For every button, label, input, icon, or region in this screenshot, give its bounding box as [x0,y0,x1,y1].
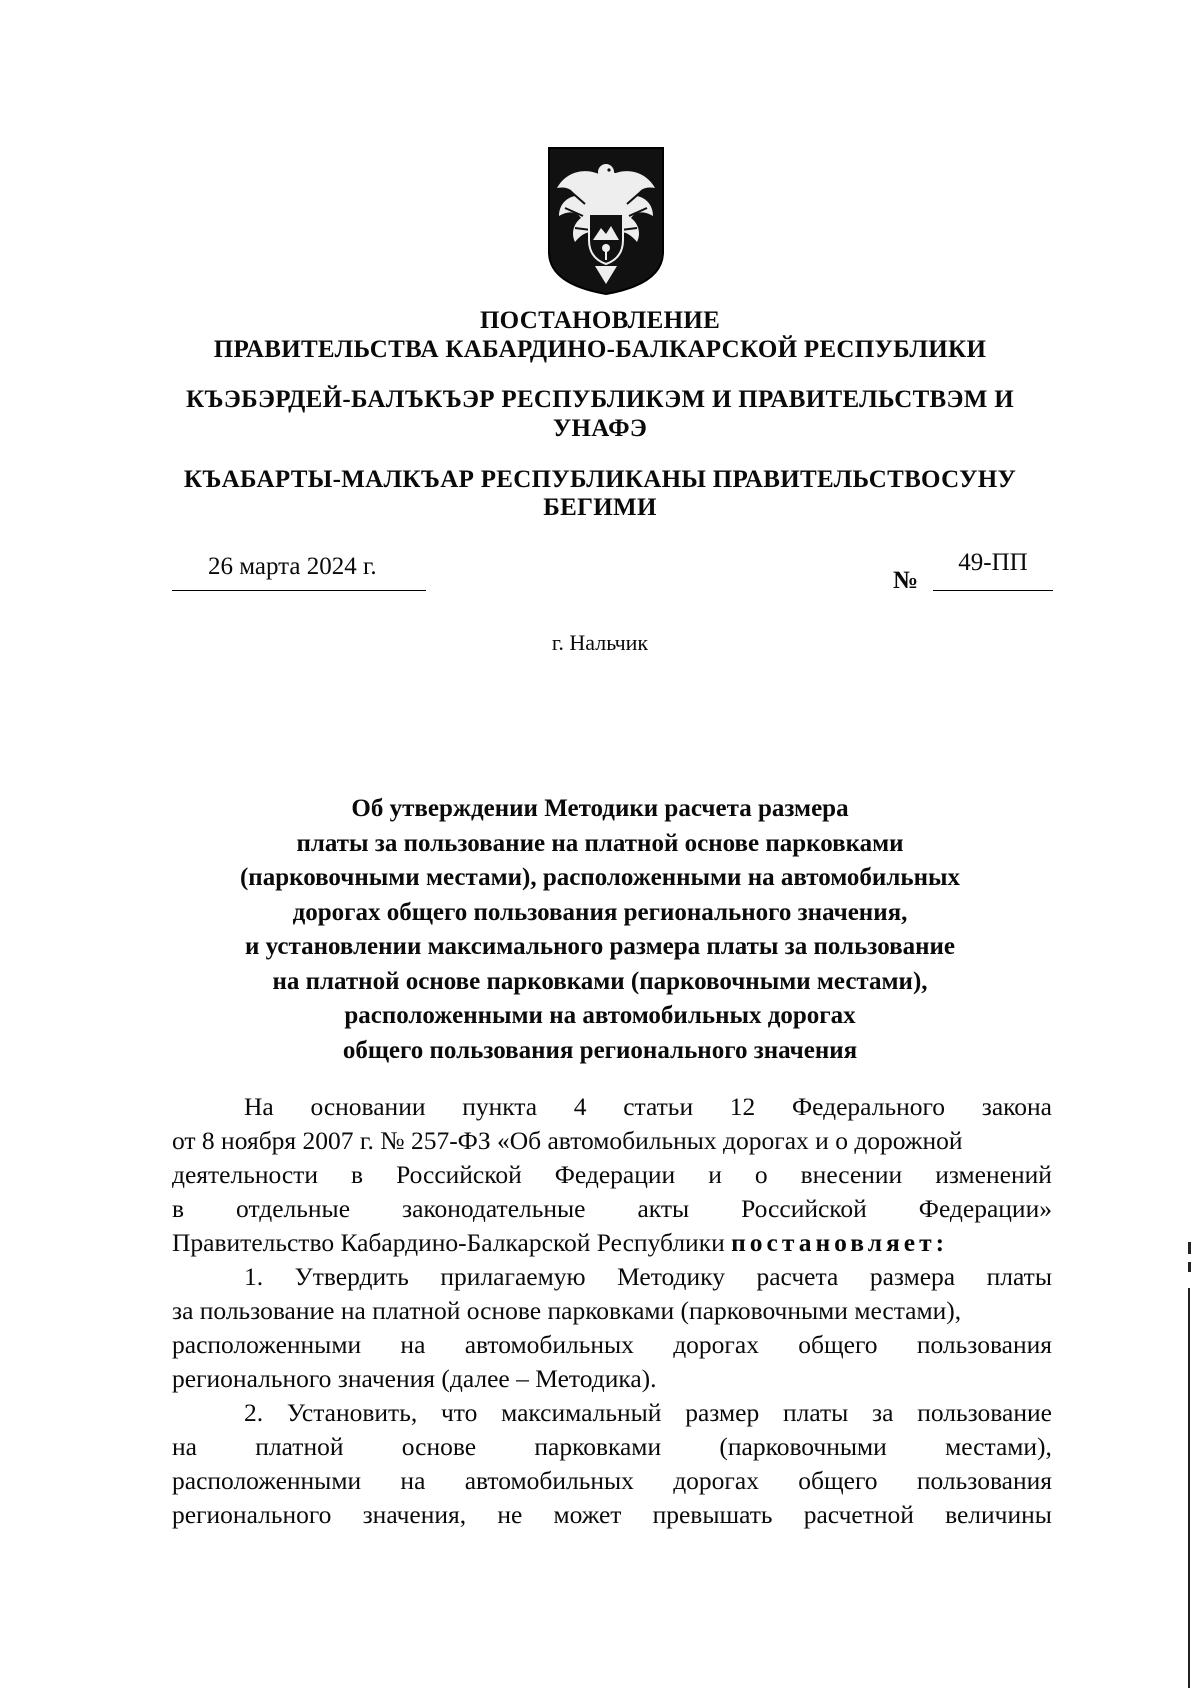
document-body [172,1090,1052,1532]
body-line [172,1328,1052,1362]
body-word: автомобильных [464,1330,634,1359]
document-date: 26 марта 2024 г. [208,553,377,580]
body-word: расположенными [172,1466,362,1495]
body-word: превышать [652,1500,773,1529]
body-word: Российской [741,1194,867,1223]
body-word: пользование [917,1398,1052,1427]
body-word: автомобильных [464,1466,634,1495]
body-line [172,1260,1052,1294]
scan-margin-line [1188,1288,1190,1688]
body-word: пункта [462,1092,538,1121]
body-word: дорогах [673,1466,759,1495]
body-word: в [351,1160,364,1189]
body-word: закона [981,1092,1052,1121]
body-word: 2. [244,1398,264,1427]
body-line [172,1396,1052,1430]
body-word: что [440,1398,478,1427]
document-title [150,792,1050,1068]
body-word: изменений [935,1160,1052,1189]
body-word: На [244,1092,274,1121]
body-word: за [872,1398,894,1427]
scan-margin-mark [1188,1262,1191,1272]
body-word: может [553,1500,622,1529]
body-word: на [400,1466,426,1495]
body-word: о [754,1160,768,1189]
body-word: Российской [396,1160,522,1189]
body-word: Федерации» [918,1194,1052,1223]
header-title: ПОСТАНОВЛЕНИЕ [479,307,721,334]
body-word: 12 [729,1092,756,1121]
body-word: расчетной [803,1500,914,1529]
body-word: на [400,1330,426,1359]
body-line [172,1430,1052,1464]
body-word: значения, [362,1500,467,1529]
body-word: акты [637,1194,690,1223]
body-word: платной [255,1432,344,1461]
document-number-field [933,548,1053,591]
body-word: отдельные [236,1194,351,1223]
body-word: местами), [945,1432,1052,1461]
header-government-kab-2: УНАФЭ [552,415,648,442]
title-line: (парковочными местами), расположенными на автомобильных [239,864,960,891]
body-line: регионального значения (далее – Методика). [172,1364,657,1393]
body-word: платы [782,1398,849,1427]
body-word: расчета [756,1262,839,1291]
title-line: общего пользования регионального значения [342,1036,858,1064]
body-line [172,1192,1052,1226]
body-line [172,1158,1052,1192]
body-word: основе [401,1432,477,1461]
body-word: платы [986,1262,1052,1291]
title-line: на платной основе парковками (парковочными местами), [272,967,928,995]
header-government-balk-2: БЕГИМИ [543,494,657,521]
body-word: на [172,1432,197,1461]
body-word: размер [685,1398,760,1427]
body-word: прилагаемую [440,1262,586,1291]
body-word: максимальный [501,1398,662,1427]
body-word: величины [945,1500,1052,1529]
body-word: регионального [172,1500,332,1529]
body-word: общего [798,1330,878,1359]
body-line [172,1498,1052,1532]
body-word: общего [798,1466,878,1495]
body-word: (парковочными [719,1432,887,1461]
body-word: не [497,1500,523,1529]
body-word: пользования [916,1466,1052,1495]
header-government-ru: ПРАВИТЕЛЬСТВА КАБАРДИНО-БАЛКАРСКОЙ РЕСПУБЛИКИ [213,336,987,363]
body-word: законодательные [402,1194,586,1223]
body-line [172,1090,1052,1124]
title-line: Об утверждении Методики расчета размера [351,795,849,822]
body-word: в [172,1194,185,1223]
body-line: за пользование на платной основе парковками (парковочными местами), [172,1296,962,1325]
body-word: расположенными [172,1330,362,1359]
header-government-kab: КЪЭБЭРДЕЙ-БАЛЪКЪЭР РЕСПУБЛИКЭМ И ПРАВИТЕЛЬСТВЭМ И [186,386,1014,413]
title-line: дорогах общего пользования регионального значения, [292,898,908,926]
document-number: 49-ПП [958,549,1028,576]
body-word: дорогах [673,1330,759,1359]
header-government-balk: КЪАБАРТЫ-МАЛКЪАР РЕСПУБЛИКАНЫ ПРАВИТЕЛЬСТВОСУНУ [183,466,1017,493]
body-word: размера [869,1262,956,1291]
body-word: и [708,1160,722,1189]
body-word: Федерации [554,1160,676,1189]
body-line [172,1226,1052,1260]
body-word: Методику [617,1262,725,1291]
body-word: парковками [534,1432,662,1461]
number-sign: № [893,567,919,594]
body-word: пользования [916,1330,1052,1359]
body-line [172,1464,1052,1498]
title-line: расположенными на автомобильных дорогах [344,1002,856,1029]
body-word: деятельности [172,1160,318,1189]
resolution-keyword: постановляет: [731,1228,949,1257]
coat-of-arms-emblem [545,144,667,296]
body-word: внесении [800,1160,903,1189]
scan-margin-mark [1188,1242,1191,1254]
document-city: г. Нальчик [551,630,649,655]
body-word: статьи [623,1092,694,1121]
body-word: 1. [244,1262,264,1291]
title-line: платы за пользование на платной основе парковками [296,829,904,857]
body-word: основании [310,1092,426,1121]
document-date-field [172,552,426,591]
body-word: 4 [573,1092,587,1121]
body-text: Правительство Кабардино-Балкарской Республики [172,1228,732,1257]
body-word: Утвердить [294,1262,409,1291]
body-line: от 8 ноября 2007 г. № 257-ФЗ «Об автомобильных дорогах и о дорожной [172,1126,963,1155]
body-word: Федерального [792,1092,946,1121]
body-word: Установить, [286,1398,418,1427]
title-line: и установлении максимального размера платы за пользование [245,933,955,960]
